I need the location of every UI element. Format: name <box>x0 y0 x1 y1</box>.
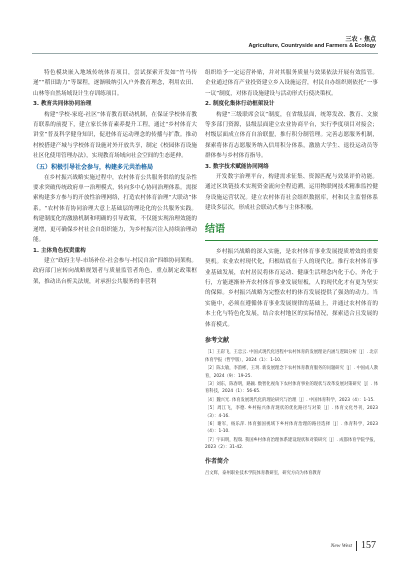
subheading-3: 3. 教育共同体协同治理 <box>33 101 92 108</box>
subheading-1: 1. 主体角色权责重构 <box>33 247 86 254</box>
paragraph: 乡村振兴战略的深入实施，是农村体育事业发展提质增效的重要契机。农业农村现代化，归根结底在于人的现代化。推行农村体育事业基础发展，农村居民将体育运动、健康生活理念内化于心，外化于行，方能逐渐补齐农村体育事业发展短板，人的现代化才有更为坚实的保障。乡村振兴战略为完整农村的体育发展提供了强劲的动力。当实施中，必须在遵循体育事业发展规律的基础上，并通过农村体育的本土化与特色化发展，结合农村地区的实际情况，探索适合且发展的体育模式。 <box>205 248 378 328</box>
left-column <box>33 68 197 287</box>
header-section-title: 三农 · 焦点 <box>345 36 376 43</box>
reference-item: ［5］周江飞，李德. 乡村振兴体育现状的优化路径与对策［J］. 体育文化导刊，2023（3）：4-16. <box>205 406 378 419</box>
paragraph: 特色模块嵌入地域传统体育项目，尝试探索开发如“竹马传递”“稻田助力”等课程，逐渐吸纳引入户外教育理念，利用农田、山林等自然场域设计生存训练项目。 <box>33 70 197 97</box>
reference-item: ［6］谢军，杨乐萍. 体育强国视域下乡村体育治理的路径选择［J］. 体育科学，2023（4）：1-10. <box>205 422 378 435</box>
footer-magazine-name: New West <box>330 542 352 549</box>
reference-item: ［1］王彩飞，王忠云. 中国式现代化进程中农村体育的发展理论内涵与逻辑分析［J］. 北京体育学报（哲学版），2024（1）：1-10. <box>205 350 378 363</box>
reference-item: ［2］陈太敏，李韵彬，王玥. 新发展理念下农村体育教育服务的问题研究［J］. 中国成人教育，2024（9）：19-25. <box>205 366 378 379</box>
page-footer <box>331 540 376 551</box>
paragraph: 建立“政府主导-市场补位-社会参与-村民自治”四维协同架构。政府部门应转向战略规划者与质量监管者角色，重点制定政策框架，推动出台析关法规，对承担公共服务的非营利 <box>33 257 197 285</box>
paragraph: 开发数字治理平台，构建需求征集、资源匹配与效果评价功能。通过区块链技术实现资金流向全程追溯，运用物联网技术精准监控健身设施运营状况。建立农村体育社会组织数据库，村和民主监督体系建设多层次，形成社会联动式参与主体积极。 <box>205 174 378 212</box>
reference-item: ［7］宇田明，程瑞. 我国乡村体育治理体系建设现状和对策研究［J］. 成都体育学院学报，2023（2）：31-42. <box>205 437 378 451</box>
right-column <box>205 68 378 479</box>
paragraph: 构建“学校-家庭-社区”体育教育联动机制，在保证学校体育教育联系的前提下，建立家长体育素养提升工程，通过“乡村体育大讲堂”普及科学健身知识，促进体育运动理念的传播与扩散。推动村校搭建产城与学校体育设施对外开放共享，制定《校园体育设施社区化使用管理办法》，实现教育场域向社会空间的生态延伸。 <box>33 111 197 160</box>
paragraph: 在乡村振兴战略实施过程中，农村体育公共服务供给的复杂性要求突破传统政府单一治理模式，转向多中心协同治理体系。需探索构建多方参与的开放性治理网络，打造农村体育治理“大联动”体系。“农村体育协同治理大意上基础层的理论化的公共服务实践。构建制度化的激励机制和明确的引导政策，不仅能实现治理效能的递增，更可确保乡村社会自组织能力，为乡村振兴注入持续治理动能。 <box>33 174 197 244</box>
author-bio-heading: 作者简介 <box>205 457 230 465</box>
conclusion-heading: 结语 <box>205 223 225 235</box>
references-heading: 参考文献 <box>205 336 230 344</box>
reference-item: ［3］刘东，陈春明，路颖. 数智化视角下农村体育事业的现状与改革发展对策研究［J］. 体育科技，2024（1）：56-65. <box>205 381 378 395</box>
author-bio: 吕文辉，泰州职业技术学院体育教研室，研究方向为体育教育 <box>205 471 322 477</box>
conclusion-divider <box>205 240 378 241</box>
section-heading-five: （五）积极引导社会参与，构建多元共治格局 <box>33 163 154 171</box>
header-divider <box>32 53 378 54</box>
paragraph: 构建“三级联席会议”制度，在省级层面，统筹发改、教育、文旅等多部门资源，县级层面建立农业协商平台，实行季度项目对接会；村级层面成立体育自治联盟，推行积分制管理。完善志愿服务机制，探索将体育志愿服务纳入信用积分体系，激励大学生、退役运动员等群体参与乡村体育指导。 <box>205 111 378 160</box>
page-number: 157 <box>361 540 376 551</box>
paragraph: 组织给予一定运营补贴，并对其服务质量与效果依法开展有效监管。企业通过体育产业投资建立乡入设施运营，村民自办组织则依托“一事一议”制度，对体育设施建设与活动形式行使决策权。 <box>205 70 378 97</box>
subheading-2: 2. 制度化集体行动框架设计 <box>205 101 275 108</box>
subheading-3: 3. 数字技术赋能协同网络 <box>205 163 269 170</box>
header-journal-name: Agriculture, Countryside and Farmers & Ecology <box>248 43 376 49</box>
footer-divider <box>356 541 357 551</box>
reference-item: ［4］魏兴光. 体育发展现代化的理论研究与治理［J］. 中国体育科学，2023（4）：1-15. <box>205 397 375 403</box>
references-list <box>205 349 378 451</box>
